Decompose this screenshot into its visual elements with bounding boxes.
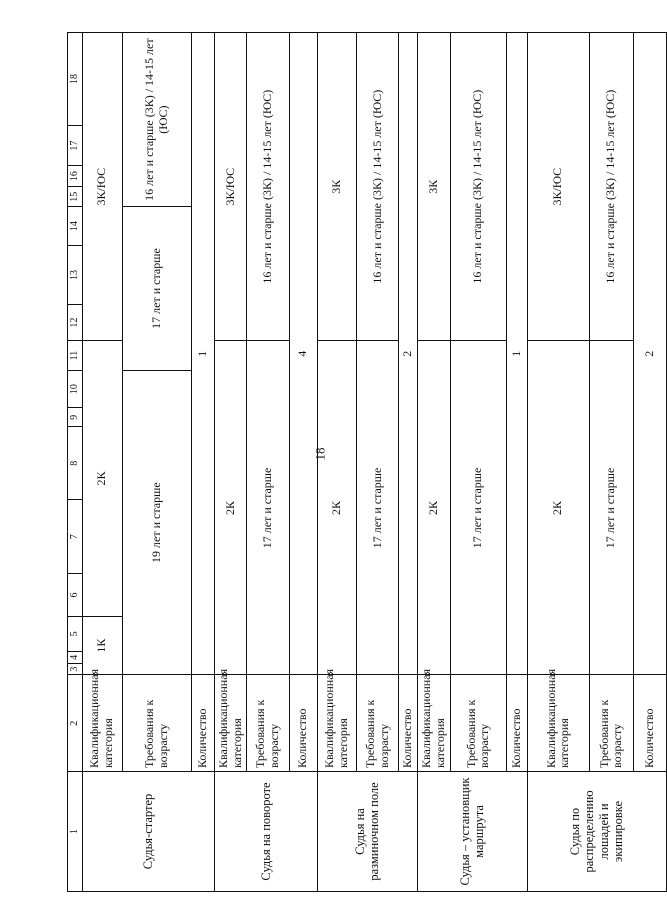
value-cell: 16 лет и старше (3К) / 14-15 лет (ЮС) bbox=[450, 33, 506, 341]
value-cell: 2К bbox=[215, 341, 247, 675]
value-cell: 17 лет и старше bbox=[590, 341, 634, 675]
col-number: 14 bbox=[68, 207, 83, 246]
value-cell: 17 лет и старше bbox=[357, 341, 399, 675]
table-row bbox=[527, 33, 589, 892]
role-cell: Судья – установщик маршрута bbox=[417, 771, 527, 891]
col-number: 3 bbox=[68, 663, 83, 675]
col-number: 16 bbox=[68, 166, 83, 187]
col-number: 12 bbox=[68, 304, 83, 340]
table-row bbox=[191, 33, 215, 892]
col-number: 18 bbox=[68, 33, 83, 126]
row-label: Количество bbox=[633, 675, 666, 771]
value-cell: 2К bbox=[82, 341, 123, 616]
row-label: Квалификационная категория bbox=[417, 675, 450, 771]
col-number: 9 bbox=[68, 408, 83, 427]
row-label: Требования к возрасту bbox=[357, 675, 399, 771]
value-cell: 3К/ЮС bbox=[82, 33, 123, 341]
col-number: 17 bbox=[68, 126, 83, 166]
role-cell: Судья по распределению лошадей и экипировке bbox=[527, 771, 666, 891]
value-cell: 2 bbox=[398, 33, 417, 676]
row-label: Квалификационная категория bbox=[82, 675, 123, 771]
row-label: Количество bbox=[289, 675, 317, 771]
table-row bbox=[417, 33, 450, 892]
table-row bbox=[357, 33, 399, 892]
row-label: Количество bbox=[398, 675, 417, 771]
table-row bbox=[289, 33, 317, 892]
row-label: Требования к возрасту bbox=[247, 675, 290, 771]
table-row bbox=[450, 33, 506, 892]
value-cell: 17 лет и старше bbox=[450, 341, 506, 675]
col-number: 15 bbox=[68, 187, 83, 207]
table-row bbox=[215, 33, 247, 892]
col-number: 8 bbox=[68, 427, 83, 500]
value-cell: 16 лет и старше (3К) / 14-15 лет (ЮС) bbox=[123, 33, 192, 207]
role-cell: Судья-стартер bbox=[82, 771, 215, 891]
table-row bbox=[633, 33, 666, 892]
table-row bbox=[317, 33, 356, 892]
value-cell: 16 лет и старше (3К) / 14-15 лет (ЮС) bbox=[357, 33, 399, 341]
referee-table bbox=[67, 32, 667, 892]
col-number: 7 bbox=[68, 500, 83, 574]
value-cell: 2 bbox=[633, 33, 666, 676]
row-label: Количество bbox=[191, 675, 215, 771]
value-cell: 3К/ЮС bbox=[527, 33, 589, 341]
value-cell: 3К/ЮС bbox=[215, 33, 247, 341]
value-cell: 3К bbox=[417, 33, 450, 341]
row-label: Квалификационная категория bbox=[527, 675, 589, 771]
col-number: 11 bbox=[68, 341, 83, 370]
value-cell: 1 bbox=[506, 33, 527, 676]
page-number: 18 bbox=[312, 447, 327, 461]
value-cell: 2К bbox=[317, 341, 356, 675]
row-label: Требования к возрасту bbox=[450, 675, 506, 771]
col-number: 4 bbox=[68, 651, 83, 663]
table-row bbox=[82, 33, 123, 892]
role-cell: Судья на повороте bbox=[215, 771, 317, 891]
col-number: 13 bbox=[68, 246, 83, 305]
value-cell: 1К bbox=[82, 616, 123, 675]
value-cell: 3К bbox=[317, 33, 356, 341]
table-row bbox=[247, 33, 290, 892]
header-number-row bbox=[68, 33, 83, 892]
row-label: Требования к возрасту bbox=[123, 675, 192, 771]
col-number: 5 bbox=[68, 616, 83, 651]
value-cell: 16 лет и старше (3К) / 14-15 лет (ЮС) bbox=[247, 33, 290, 341]
value-cell: 17 лет и старше bbox=[247, 341, 290, 675]
value-cell: 16 лет и старше (3К) / 14-15 лет (ЮС) bbox=[590, 33, 634, 341]
role-cell: Судья на разминочном поле bbox=[317, 771, 417, 891]
row-label: Квалификационная категория bbox=[215, 675, 247, 771]
value-cell: 17 лет и старше bbox=[123, 207, 192, 371]
value-cell: 2К bbox=[417, 341, 450, 675]
table-row bbox=[123, 33, 192, 892]
col-number: 1 bbox=[68, 771, 83, 891]
row-label: Требования к возрасту bbox=[590, 675, 634, 771]
rotated-table-wrapper bbox=[67, 32, 667, 892]
row-label: Количество bbox=[506, 675, 527, 771]
row-label: Квалификационная категория bbox=[317, 675, 356, 771]
value-cell: 1 bbox=[191, 33, 215, 676]
col-number: 10 bbox=[68, 370, 83, 408]
value-cell: 2К bbox=[527, 341, 589, 675]
value-cell: 19 лет и старше bbox=[123, 370, 192, 675]
value-cell: 4 bbox=[289, 33, 317, 676]
col-number: 6 bbox=[68, 574, 83, 616]
table-row bbox=[398, 33, 417, 892]
col-number: 2 bbox=[68, 675, 83, 771]
table-row bbox=[506, 33, 527, 892]
table-row bbox=[590, 33, 634, 892]
